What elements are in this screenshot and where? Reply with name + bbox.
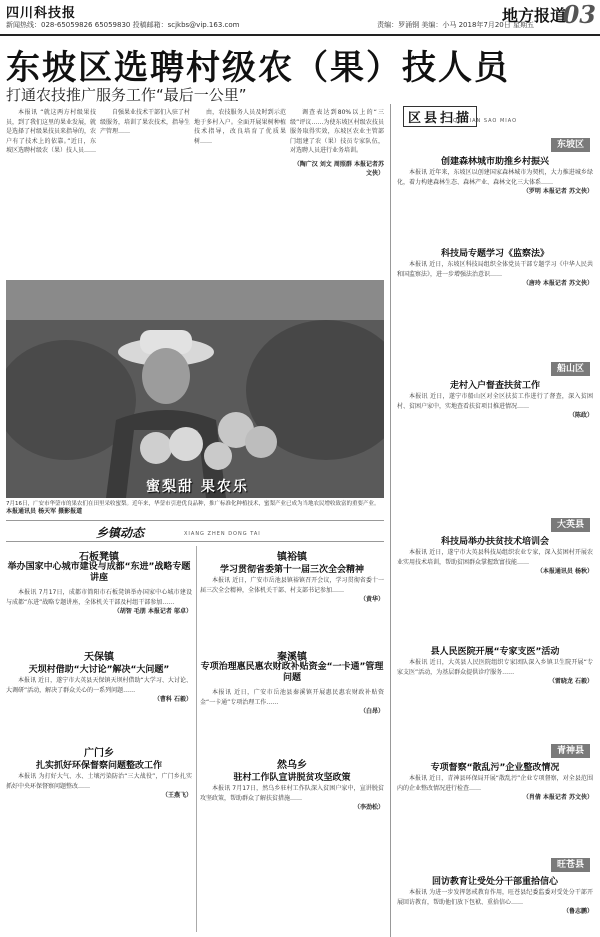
photo-caption-text: 7月16日，广安市华蓥市的果农们在田里采收蜜梨。近年来，华蓥市引进优良品种，推广标准化种植技术，蜜梨产业已成为当地农民增收致富的重要产业。 [6,501,380,507]
article-body [200,784,384,932]
sidebar-headline: 专项督察“散乱污”企业整改情况 [430,763,560,773]
farmer-photo-illustration [6,280,384,498]
sidebar-header [393,104,597,124]
article-text: 本报讯 近年来，东坡区以创建国家森林城市为契机，大力推进城乡绿化，着力构建森林生态、森林产业、森林文化三大体系…… [397,169,593,186]
article-byline: （曹科 石毅） [153,696,192,703]
town-name: 石板凳镇 [79,552,119,563]
county-news-sidebar [390,104,596,937]
article-text: 本报讯 近日，遂宁市船山区对全区扶贫工作进行了督查，深入贫困村、贫困户家中，实地查看扶贫项目推进情况…… [397,393,593,410]
sidebar-article [397,774,593,856]
county-tag: 青神县 [551,744,590,758]
sidebar-article [397,658,593,744]
article-text: 自强果业技术干部们入驻了村级服务，培训了果农技术，指导生产管理…… [100,109,190,135]
article-column-3 [194,108,286,276]
article-text: 本报讯 7月17日，成都市简阳市石板凳镇举办国家中心城市建设与成都“东进”战略专题讲座，全体机关干部及村组干部参加…… [6,589,192,606]
sidebar-article [397,168,593,234]
sidebar-headline: 回访教育让受处分干部重拾信心 [431,877,558,887]
town-name: 然乌乡 [277,760,307,771]
county-tag: 旺苍县 [551,858,590,872]
contact-info: 新闻热线：028-65059826 65059830 投稿邮箱：scjkbs@vip.163.com [6,21,240,29]
page-number: 03 [562,0,596,29]
article-text: 调查表达到80%以上的“三级”评议……为使东坡区村级农技员服务取得实效，东坡区农业主管部门组建了农（果）技员专家队伍，对选聘人员进行业务培训。 [290,109,384,154]
article-byline: （胡智 毛朋 本报记者 邬卓） [113,608,192,615]
town-name: 镇裕镇 [277,552,307,563]
sidebar-article [397,260,593,360]
article-text: 由，农技服务人员及时到示范地于多村入户。全面开展果树种植技术指导，改良培育了优质果树…… [194,109,286,145]
article-body [6,772,192,932]
article-byline: （鲁志鹏） [562,908,593,915]
sidebar-headline: 创建森林城市助推乡村振兴 [440,157,549,167]
town-name: 天保镇 [84,652,114,663]
sidebar-headline: 科技局举办扶贫技术培训会 [440,537,549,547]
photo-caption [6,500,384,516]
article-title: 学习贯彻省委第十一届三次全会精神 [219,565,364,575]
section-title: 地方报道 [501,6,566,25]
article-text: 本报讯 近日，广安市岳池县秦溪镇开展惠民惠农财政补贴资金“一卡通”专项治理工作…… [200,689,384,706]
article-byline: （罗明 本报记者 苏文侠） [522,188,593,195]
article-text: 本报讯 近日，大英县人民医院组织专家团队深入乡镇卫生院开展“专家支医”活动，为基层群众提供诊疗服务…… [397,659,593,676]
town-name: 广门乡 [84,748,114,759]
photo-overlay-title: 蜜梨甜 果农乐 [146,479,249,495]
sidebar-article [397,392,593,512]
article-byline: （陈政） [568,412,593,419]
article-byline: （唐玲 本报记者 苏文侠） [522,280,593,287]
article-byline: （李劲松） [353,804,384,811]
article-title: 天坝村借助“大讨论”解决“大问题” [28,665,170,675]
county-tag: 东坡区 [551,138,590,152]
photo-byline: 本报通讯员 杨天军 摄影报道 [6,508,83,515]
article-byline: （王燕飞） [161,792,192,799]
article-column-2 [100,108,190,276]
article-byline: （黄华） [359,596,384,603]
editor-info: 责编：罗涌钢 美编：小马 2018年7月20日 星期五 [377,21,534,29]
article-text: 本报讯 近日，遂宁市大英县科技局组织农业专家，深入贫困村开展农业实用技术培训，帮助贫困群众掌握致富技能…… [397,549,593,566]
article-title: 专项治理惠民惠农财政补贴资金“一卡通”管理问题 [200,662,384,683]
sidebar-article [397,548,593,634]
article-text: 本报讯 近日，青神县环保局开展“散乱污”企业专项督察，对全县范围内的企业整改情况进行检查…… [397,775,593,792]
article-byline: （陶广汉 刘文 周照群 本报记者苏文侠） [293,160,384,177]
article-body [200,576,384,646]
article-title: 举办国家中心城市建设与成都“东进”战略专题讲座 [7,562,191,583]
newspaper-logo: 四川科技报 [6,6,77,21]
article-text: 本报讯 近日，遂宁市大英县天保镇天坝村借助“大学习、大讨论、大调研”活动，解决了群众关心的一系列问题…… [6,677,192,694]
county-tag: 船山区 [551,362,590,376]
sidebar-headline: 走村入户督查扶贫工作 [449,381,540,391]
county-tag: 大英县 [551,518,590,532]
article-text: 本报讯 7月17日，然乌乡驻村工作队深入贫困户家中，宣讲脱贫攻坚政策，帮助群众了解扶贫措施…… [200,785,384,802]
article-text: 本报讯 为打好大气、水、土壤污染防治“三大战役”，广门乡扎实抓好中央环保督察问题整改…… [6,773,192,790]
article-byline: （白昂） [359,708,384,715]
section-banner [6,520,384,542]
article-text: 本报讯 为进一步发挥惩戒教育作用，旺苍县纪委监委对受处分干部开展回访教育，帮助他们放下包袱、重拾信心…… [397,889,593,906]
sidebar-title: 区县扫描 [403,106,477,127]
banner-subtitle: XIANG ZHEN DONG TAI [184,531,261,537]
sidebar-article [397,888,593,934]
sidebar-subtitle: QU XIAN SAO MIAO [453,118,518,124]
article-body [6,588,192,640]
article-title: 驻村工作队宣讲脱贫攻坚政策 [233,773,351,783]
town-name: 秦溪镇 [277,652,307,663]
article-title: 扎实抓好环保督察问题整改工作 [35,761,162,771]
article-byline: （雷晓龙 石毅） [548,678,593,685]
article-byline: （本报通讯员 杨秋） [536,568,593,575]
sidebar-headline: 科技局专题学习《监察法》 [440,249,549,259]
article-text: 本报讯 近日，东坡区科技局组织全体党员干部专题学习《中华人民共和国监察法》，进一步增强法治意识…… [397,261,593,278]
masthead [0,0,600,36]
article-column-1 [6,108,96,276]
article-text: 本报讯 近日，广安市岳池县镇裕镇召开会议，学习贯彻省委十一届三次全会精神，全体机关干部、村支部书记参加…… [200,577,384,594]
main-headline: 东坡区选聘村级农（果）技人员 [6,48,510,88]
article-text: 本报讯 “就这两方村级果技员，到了我们这里的果业发展，就是选择了村级果技员来指导的，农户有了技术上的依靠。”近日，东坡区选聘村级农（果）技人员…… [6,109,96,154]
article-column-4 [290,108,384,276]
sidebar-headline: 县人民医院开展“专家支医”活动 [430,647,560,657]
column-divider [196,546,197,932]
article-body [6,676,192,730]
article-byline: （肖倩 本报记者 苏文侠） [522,794,593,801]
main-subhead: 打通农技推广服务工作“最后一公里” [6,86,247,104]
news-photo [6,280,384,498]
banner-title: 乡镇动态 [96,526,145,540]
article-body [200,688,384,748]
